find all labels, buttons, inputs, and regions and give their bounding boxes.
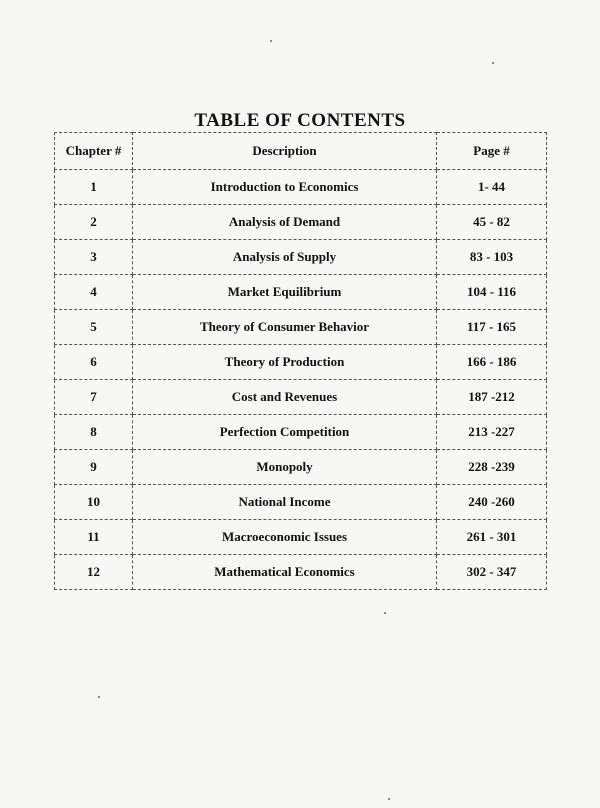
table-row [55, 275, 547, 310]
scan-speck [270, 40, 272, 42]
chapter-description: Cost and Revenues [133, 380, 437, 415]
chapter-number: 12 [55, 555, 133, 590]
chapter-number: 10 [55, 485, 133, 520]
header-row [55, 133, 547, 170]
chapter-description: Theory of Consumer Behavior [133, 310, 437, 345]
table-row [55, 555, 547, 590]
header-chapter: Chapter # [55, 133, 133, 170]
chapter-number: 9 [55, 450, 133, 485]
page-range: 83 - 103 [437, 240, 547, 275]
page-range: 104 - 116 [437, 275, 547, 310]
table-row [55, 485, 547, 520]
chapter-number: 1 [55, 170, 133, 205]
page-range: 261 - 301 [437, 520, 547, 555]
header-description: Description [133, 133, 437, 170]
page-range: 228 -239 [437, 450, 547, 485]
chapter-description: Theory of Production [133, 345, 437, 380]
chapter-description: Market Equilibrium [133, 275, 437, 310]
table-row [55, 345, 547, 380]
page-range: 45 - 82 [437, 205, 547, 240]
chapter-number: 11 [55, 520, 133, 555]
chapter-number: 2 [55, 205, 133, 240]
scan-speck [388, 798, 390, 800]
chapter-number: 5 [55, 310, 133, 345]
scan-speck [492, 62, 494, 64]
chapter-description: Perfection Competition [133, 415, 437, 450]
scan-speck [98, 696, 100, 698]
chapter-description: Mathematical Economics [133, 555, 437, 590]
chapter-description: Macroeconomic Issues [133, 520, 437, 555]
table-row [55, 415, 547, 450]
chapter-number: 8 [55, 415, 133, 450]
table-row [55, 170, 547, 205]
chapter-description: National Income [133, 485, 437, 520]
chapter-number: 3 [55, 240, 133, 275]
chapter-number: 6 [55, 345, 133, 380]
page-range: 166 - 186 [437, 345, 547, 380]
chapter-description: Analysis of Supply [133, 240, 437, 275]
table-row [55, 205, 547, 240]
page-range: 213 -227 [437, 415, 547, 450]
page-range: 1- 44 [437, 170, 547, 205]
page-range: 240 -260 [437, 485, 547, 520]
table-row [55, 240, 547, 275]
page-title: TABLE OF CONTENTS [194, 110, 406, 131]
table-row [55, 450, 547, 485]
scan-speck [384, 612, 386, 614]
chapter-number: 4 [55, 275, 133, 310]
chapter-description: Analysis of Demand [133, 205, 437, 240]
chapter-description: Monopoly [133, 450, 437, 485]
page-range: 187 -212 [437, 380, 547, 415]
table-of-contents [54, 132, 547, 590]
chapter-number: 7 [55, 380, 133, 415]
page-range: 302 - 347 [437, 555, 547, 590]
table-row [55, 520, 547, 555]
page-range: 117 - 165 [437, 310, 547, 345]
header-page: Page # [437, 133, 547, 170]
table-row [55, 380, 547, 415]
table-row [55, 310, 547, 345]
chapter-description: Introduction to Economics [133, 170, 437, 205]
